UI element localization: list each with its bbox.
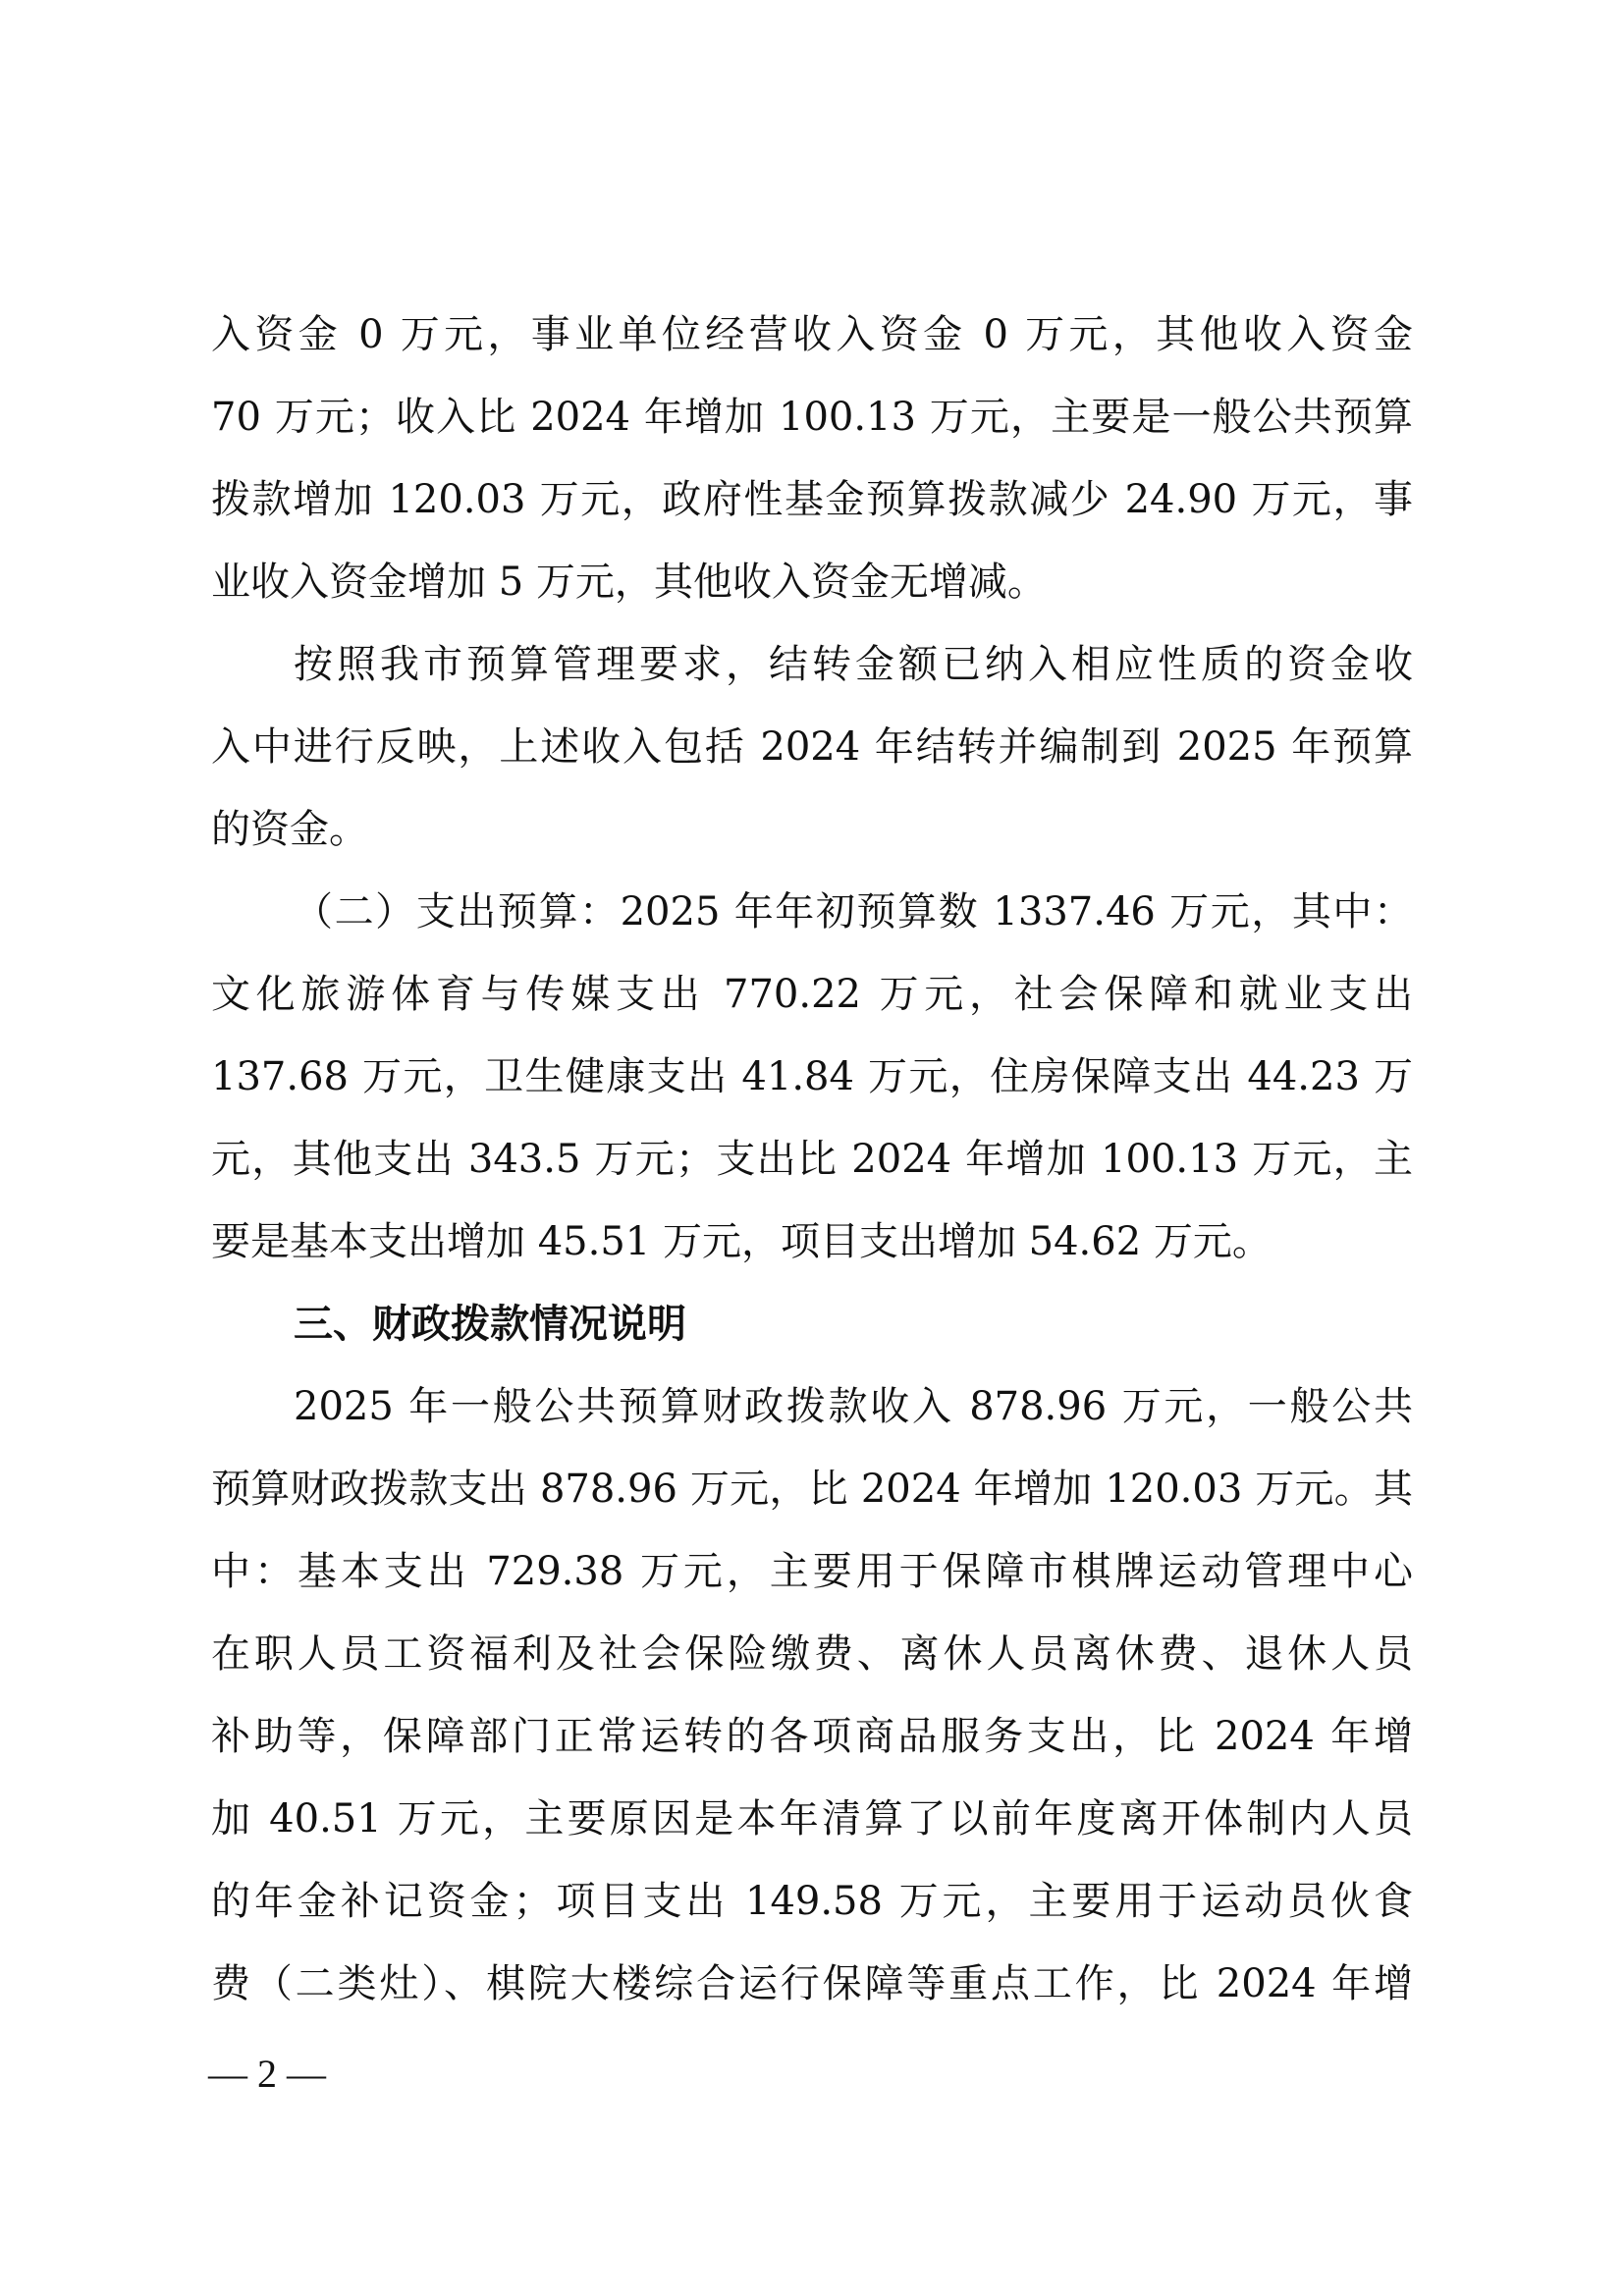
paragraph-line: 在职人员工资福利及社会保险缴费、离休人员离休费、退休人员 <box>211 1631 1413 1677</box>
paragraph-line: 要是基本支出增加 45.51 万元，项目支出增加 54.62 万元。 <box>211 1219 1272 1264</box>
section-heading: 三、财政拨款情况说明 <box>294 1302 686 1347</box>
page-number: — 2 — <box>208 2052 326 2096</box>
paragraph-line: 拨款增加 120.03 万元，政府性基金预算拨款减少 24.90 万元，事 <box>211 477 1413 522</box>
paragraph-line: 137.68 万元，卫生健康支出 41.84 万元，住房保障支出 44.23 万 <box>211 1054 1413 1099</box>
subsection-text: 2025 年年初预算数 1337.46 万元，其中： <box>620 889 1414 934</box>
expenditure-budget-line <box>211 871 1413 953</box>
paragraph-line: 中：基本支出 729.38 万元，主要用于保障市棋牌运动管理中心 <box>211 1549 1413 1594</box>
paragraph-line: 的资金。 <box>211 807 368 852</box>
paragraph-line: 预算财政拨款支出 878.96 万元，比 2024 年增加 120.03 万元。其 <box>211 1467 1413 1512</box>
subsection-label: （二）支出预算： <box>294 889 621 934</box>
paragraph-line: 加 40.51 万元，主要原因是本年清算了以前年度离开体制内人员 <box>211 1796 1413 1842</box>
paragraph-line: 业收入资金增加 5 万元，其他收入资金无增减。 <box>211 560 1047 605</box>
paragraph-line: 按照我市预算管理要求，结转金额已纳入相应性质的资金收 <box>294 642 1413 687</box>
paragraph-line: 2025 年一般公共预算财政拨款收入 878.96 万元，一般公共 <box>294 1384 1413 1429</box>
paragraph-line: 入中进行反映，上述收入包括 2024 年结转并编制到 2025 年预算 <box>211 724 1413 770</box>
paragraph-line: 入资金 0 万元，事业单位经营收入资金 0 万元，其他收入资金 <box>211 312 1413 357</box>
body-text <box>211 294 1413 2025</box>
paragraph-line: 的年金补记资金；项目支出 149.58 万元，主要用于运动员伙食 <box>211 1879 1413 1924</box>
paragraph-line: 费（二类灶）、棋院大楼综合运行保障等重点工作，比 2024 年增 <box>211 1961 1413 2006</box>
paragraph-line: 补助等，保障部门正常运转的各项商品服务支出，比 2024 年增 <box>211 1714 1413 1759</box>
paragraph-line: 元，其他支出 343.5 万元；支出比 2024 年增加 100.13 万元，主 <box>211 1137 1413 1182</box>
paragraph-line: 70 万元；收入比 2024 年增加 100.13 万元，主要是一般公共预算 <box>211 395 1413 440</box>
paragraph-line: 文化旅游体育与传媒支出 770.22 万元，社会保障和就业支出 <box>211 972 1413 1017</box>
